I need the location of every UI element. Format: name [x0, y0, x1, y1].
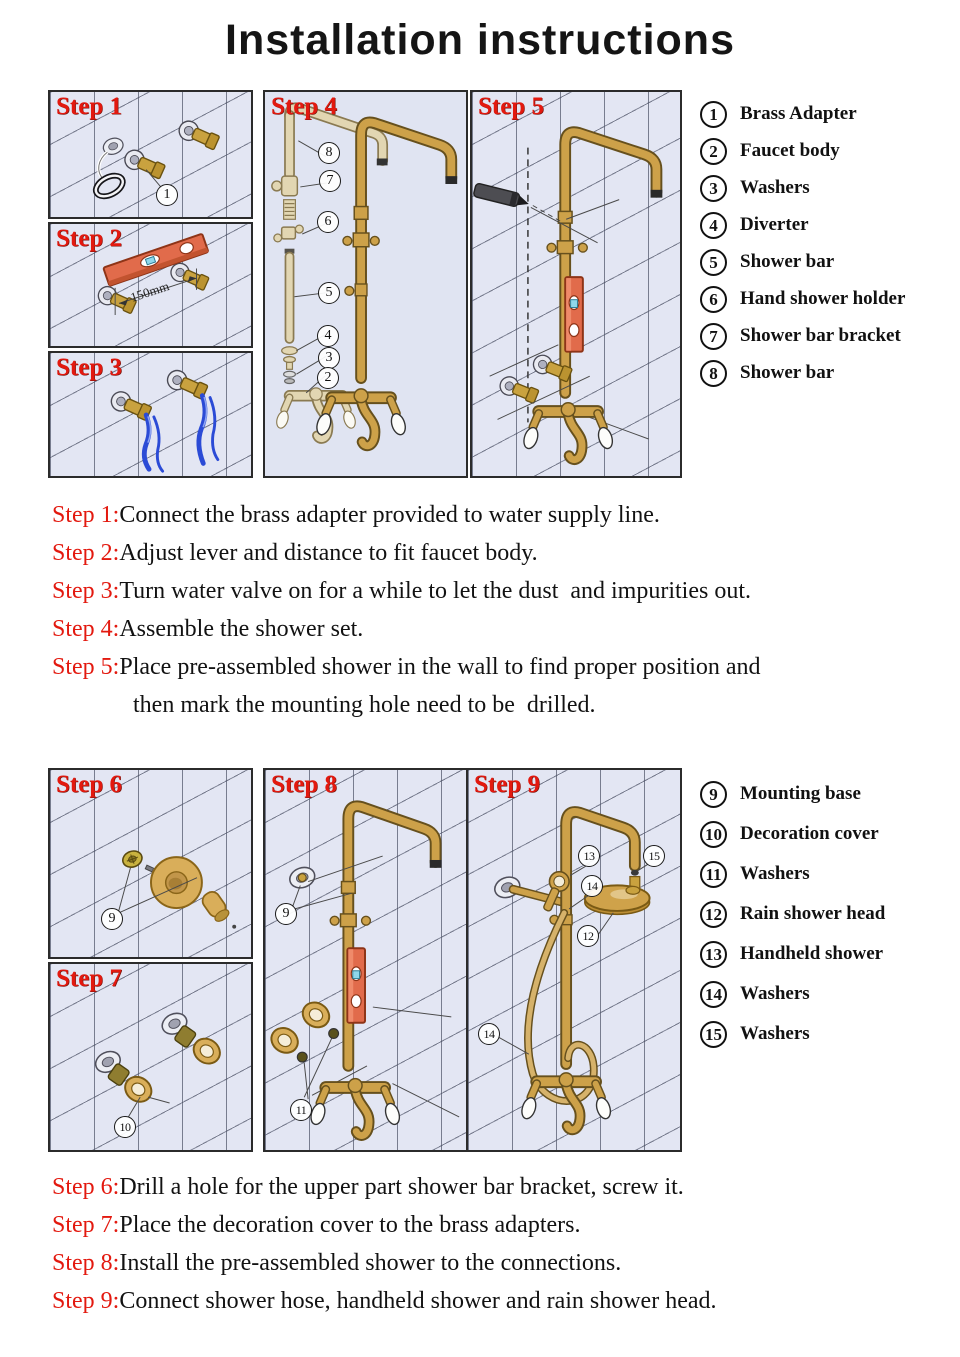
page-title: Installation instructions — [225, 16, 735, 64]
callout-14: 14 — [581, 875, 603, 897]
legend-bottom — [700, 780, 885, 1060]
instruction-step5: Step 5:Place pre-assembled shower in the wall to find proper position and — [52, 654, 761, 680]
callout-6: 6 — [317, 211, 339, 233]
instructions-top — [52, 496, 761, 724]
diverter-part-icon — [282, 347, 298, 370]
legend-item-shower-bar: 5 Shower bar — [700, 248, 905, 276]
mounting-base-icon — [151, 857, 202, 908]
dimension-label: 150mm — [128, 278, 171, 305]
circled-number: 13 — [700, 941, 727, 968]
callout-9: 9 — [275, 903, 297, 925]
spacer-cylinder-icon — [200, 889, 232, 924]
step7-label: Step 7 — [56, 965, 122, 992]
callout-1: 1 — [156, 184, 178, 206]
marker-pen-icon — [473, 183, 531, 210]
legend-item-washers-14: 14 Washers — [700, 980, 885, 1008]
circled-number: 14 — [700, 981, 727, 1008]
legend-item-washers-11: 11 Washers — [700, 860, 885, 888]
instruction-step8: Step 8:Install the pre-assembled shower to the connections. — [52, 1250, 622, 1276]
panel-step3 — [48, 351, 253, 478]
panel-step1 — [48, 90, 253, 219]
circled-number: 15 — [700, 1021, 727, 1048]
legend-item-washers-15: 15 Washers — [700, 1020, 885, 1048]
circled-number: 5 — [700, 249, 727, 276]
callout-10: 10 — [114, 1116, 136, 1138]
step9-diagram — [468, 770, 680, 1150]
instruction-step7: Step 7:Place the decoration cover to the brass adapters. — [52, 1212, 581, 1238]
legend-item-washers: 3 Washers — [700, 174, 905, 202]
holder-part-icon — [274, 225, 303, 242]
legend-item-shower-bar-8: 8 Shower bar — [700, 359, 905, 387]
legend-item-mounting-base: 9 Mounting base — [700, 780, 885, 808]
teflon-tape-icon — [92, 171, 126, 200]
panel-step8 — [263, 768, 468, 1152]
step6-label: Step 6 — [56, 771, 122, 798]
bracket-part-icon — [272, 176, 297, 196]
legend-top — [700, 100, 905, 396]
legend-item-handheld-shower: 13 Handheld shower — [700, 940, 885, 968]
panel-step6 — [48, 768, 253, 959]
circled-number: 3 — [700, 175, 727, 202]
instruction-step1: Step 1:Connect the brass adapter provided to water supply line. — [52, 502, 660, 528]
instruction-step3: Step 3:Turn water valve on for a while to let the dust and impurities out. — [52, 578, 752, 604]
legend-item-hand-shower-holder: 6 Hand shower holder — [700, 285, 905, 313]
circled-number: 6 — [700, 286, 727, 313]
legend-item-rain-shower-head: 12 Rain shower head — [700, 900, 885, 928]
panel-step4 — [263, 90, 468, 478]
instruction-step9: Step 9:Connect shower hose, handheld shower and rain shower head. — [52, 1288, 717, 1314]
callout-5: 5 — [318, 282, 340, 304]
panel-step9 — [466, 768, 682, 1152]
step2-label: Step 2 — [56, 225, 122, 252]
legend-item-brass-adapter: 1 Brass Adapter — [700, 100, 905, 128]
step1-label: Step 1 — [56, 93, 122, 120]
circled-number: 1 — [700, 101, 727, 128]
legend-item-faucet-body: 2 Faucet body — [700, 137, 905, 165]
panel-step2 — [48, 222, 253, 348]
step5-diagram — [472, 92, 680, 476]
legend-item-shower-bar-bracket: 7 Shower bar bracket — [700, 322, 905, 350]
step3-label: Step 3 — [56, 354, 122, 381]
step4-diagram — [265, 92, 466, 476]
callout-15: 15 — [643, 845, 665, 867]
step4-label: Step 4 — [271, 93, 337, 120]
instruction-step4: Step 4:Assemble the shower set. — [52, 616, 364, 642]
step8-label: Step 8 — [271, 771, 337, 798]
callout-4: 4 — [317, 325, 339, 347]
callout-8: 8 — [318, 142, 340, 164]
screw-flange-icon — [121, 848, 145, 869]
instruction-step5-line2: then mark the mounting hole need to be drilled. — [133, 692, 596, 718]
callout-12: 12 — [577, 925, 599, 947]
callout-9: 9 — [101, 908, 123, 930]
callout-11: 11 — [290, 1099, 312, 1121]
circled-number: 10 — [700, 821, 727, 848]
callout-14b: 14 — [478, 1023, 500, 1045]
circled-number: 2 — [700, 138, 727, 165]
panel-step5 — [470, 90, 682, 478]
callout-13: 13 — [578, 845, 600, 867]
step9-label: Step 9 — [474, 771, 540, 798]
callout-2: 2 — [317, 367, 339, 389]
circled-number: 4 — [700, 212, 727, 239]
circled-number: 11 — [700, 861, 727, 888]
instruction-step2: Step 2:Adjust lever and distance to fit faucet body. — [52, 540, 538, 566]
callout-7: 7 — [319, 170, 341, 192]
instructions-bottom — [52, 1168, 717, 1320]
circled-number: 7 — [700, 323, 727, 350]
legend-item-decoration-cover: 10 Decoration cover — [700, 820, 885, 848]
callout-3: 3 — [318, 347, 340, 369]
circled-number: 8 — [700, 360, 727, 387]
instruction-step6: Step 6:Drill a hole for the upper part shower bar bracket, screw it. — [52, 1174, 684, 1200]
step5-label: Step 5 — [478, 93, 544, 120]
panel-step7 — [48, 962, 253, 1152]
circled-number: 12 — [700, 901, 727, 928]
legend-item-diverter: 4 Diverter — [700, 211, 905, 239]
circled-number: 9 — [700, 781, 727, 808]
step8-diagram — [265, 770, 466, 1150]
